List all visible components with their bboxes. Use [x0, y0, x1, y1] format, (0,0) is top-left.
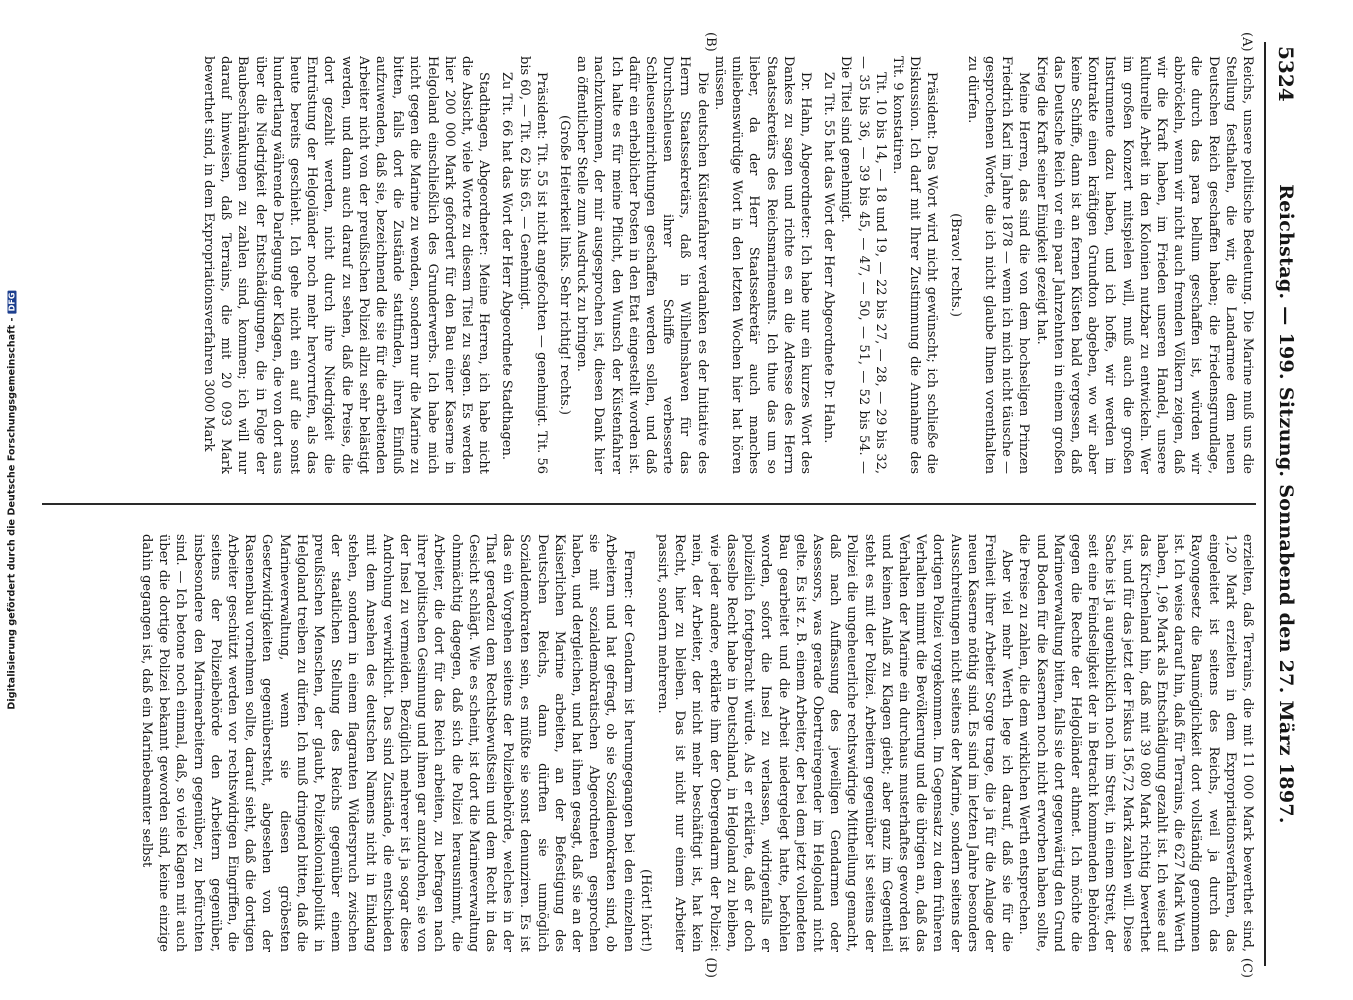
- interjection: (Bravo! rechts.): [947, 213, 963, 317]
- page-number: 5324: [1274, 46, 1298, 102]
- paragraph: Präsident: Tit. 55 ist nicht angefochten — genehmigt. Tit. 56 bis 60, — Tit. 62 bis 65. — Genehmigt.: [516, 56, 549, 474]
- paragraph: Reichs, unsere politische Bedeutung. Die Marine muß uns die Stellung festhalten, die wir, die Landarmee dem neuen Deutschen Reich geschaffen haben; die Friedensgrundlage, die durch das para bellum geschaffen ist, würden wir abbröckeln, wenn wir nicht auch fremden Völkern zeigen, daß wir die Kraft haben, im Frieden unseren Handel, unsere kulturelle Arbeit in den Kolonien nutzbar zu entwickeln. Wer im großen Konzert mitspielen will, muß auch die großen Instrumente dazu haben, und ich hoffe, wir werden im Kontrakte einen kräftigen Grundton abgeben, wo wir aber keine Schiffe, dann ist an fernen Küsten bald vergessen, daß das Deutsche Reich vor ein paar Jahrzehnten in einem großen Krieg die Kraft seiner Einigkeit gezeigt hat.: [1033, 56, 1255, 474]
- paragraph: Aber viel mehr Werth lege ich darauf, daß sie für die Freiheit ihrer Arbeiter Sorge trage, die ja für die Anlage der neuen Kaserne nöthig sind. Es sind im letzten Jahre besonders Ausschreitungen nicht seitens der Marine, sondern seitens der dortigen Polizei vorgekommen. Im Gegensatz zu dem früheren Verhalten nimmt die Bevölkerung und die übrigen an, daß das Verhalten der Marine ein durchaus musterhaftes geworden ist und keinen Anlaß zu Klagen giebt; aber ganz im Gegentheil steht es mit der Polizei. Arbeitern gegenüber ist seitens der Polizei die ungeheuerliche rechtswidrige Mittheilung gemacht, daß nach Auffassung des jeweiligen Gendarmen oder Assessors, was gerade Obertreiregender im Helgoland nicht gelte. Es ist z. B. einem Arbeiter, der bei dem jetzt vollendeten Bau gearbeitet und die Arbeit niedergelegt hatte, befohlen worden, sofort die Insel zu verlassen, widrigenfalls er polizeilich fortgebracht würde. Als er erklärte, daß er doch dasselbe Recht habe in Deutschland, in Helgoland zu bleiben, wie jeder andere, erklärte ihm der Obergendarm der Polizei: nein, der Arbeiter, der nicht mehr beschäftigt ist, hat kein Recht, hier zu bleiben. Das ist nicht nur einem Arbeiter passirt, sondern mehreren.: [655, 534, 1015, 952]
- right-text-column: [42, 534, 1256, 952]
- paragraph: Tit. 10 bis 14, — 18 und 19, — 22 bis 27, — 28, — 29 bis 32, — 35 bis 36, — 39 bis 45, — 47, — 50, — 51, — 52 bis 54. — Die Titel sind genehmigt.: [838, 56, 888, 474]
- column-divider: [42, 503, 1256, 505]
- digitization-credit: [7, 290, 18, 709]
- paragraph: Präsident: Das Wort wird nicht gewünscht; ich schließe die Diskussion. Ich darf mit Ihrer Zustimmung die Annahme des Tit. 9 konstatiren.: [889, 56, 940, 474]
- page-frame: [30, 32, 1300, 978]
- page-header: [1264, 42, 1300, 966]
- rotated-page: [30, 32, 1300, 978]
- credit-text: Digitalisierung gefördert durch die Deutsche Forschungsgemeinschaft -: [6, 317, 18, 710]
- paragraph: Zu Tit. 66 hat das Wort der Herr Abgeordnete Stadthagen.: [499, 72, 515, 460]
- digitization-credit-strip: [0, 0, 22, 1000]
- left-text-column: [42, 56, 1256, 474]
- paragraph: Dr. Hahn, Abgeordneter: Ich habe nur ein kurzes Wort des Dankes zu sagen und richte es an die Adresse des Herrn Staatssekretärs des Reichsmarineamts. Ich thue das um so lieber, da der Herr Staatssekretär auch manches unliebenswürdige Wort in den letzten Wochen hier hat hören müssen.: [711, 56, 813, 474]
- margin-marker-c: (C): [1239, 957, 1254, 978]
- paragraph: Stadthagen, Abgeordneter: Meine Herren, ich habe nicht die Absicht, viele Worte zu diesem Titel zu sagen. Es werden hier 200 000 Mark gefordert für den Bau einer Kaserne in Helgoland einschließlich des Grunderwerbs. Ich habe mich nicht gegen die Marine zu wenden, sondern nur die Marine zu bitten, falls dort die Zustände stattfinden, ihren Einfluß aufzuwenden, daß sie, bezeichnend die sie für die arbeitenden Arbeiter nicht von der preußischen Polizei allzu sehr belästigt werden, und dann auch darauf zu sehen, daß die Preise, die dort gezahlt werden, nicht durch ihre Niedrigkeit die Entrüstung der Helgoländer noch mehr hervorrufen, als das heute bereits geschieht. Ich gehe nicht ein auf die sonst hundertlang währende Darlegung der Klagen, die von dort aus über die Niedrigkeit der Entschädigungen, die in Folge der Baubeschränkungen zu zahlen sind, kommen; ich will nur darauf hinweisen, daß Terrains, die mit 20 093 Mark bewerthet sind, in dem Expropriationsverfahren 3000 Mark: [201, 56, 492, 474]
- paragraph: Ferner: der Gendarm ist herumgegangen bei den einzelnen Arbeitern und hat gefragt, ob sie Sozialdemokraten sind, ob sie mit sozialdemokratischen Abgeordneten gesprochen haben, und dergleichen, und hat ihnen gesagt, daß sie an der Kaiserlichen Marine arbeiten, an der Befestigung des Deutschen Reichs, dann dürften sie unmöglich Sozialdemokraten sein, es müßte sie sonst denunziren. Es ist das ein Vorgehen seitens der Polizeibehörde, welches in der That geradezu dem Rechtsbewußtsein und dem Recht in das Gesicht schlägt. Wie es scheint, ist dort die Marineverwaltung ohnmächtig dagegen, daß sich die Polizei herausnimmt, die Arbeiter, die dort für das Reich arbeiten, zu befragen nach ihrer politischen Gesinnung und ihnen gar anzudrohen, sie von der Insel zu vermeiden. Bezüglich mehrerer ist ja sogar diese Androhung verwirklicht. Das sind Zustände, die entschieden mit dem Ansehen des deutschen Namens nicht in Einklang stehen, sondern in einem flagranten Widerspruch zwischen der staatlichen Stellung des Reichs gegenüber einem preußischen Menschen, der glaubt, Polizeikolonialpolitik in Helgoland treiben zu dürfen. Ich muß dringend bitten, daß die Marineverwaltung, wenn sie diesen gröbesten Gesetzwidrigkeiten gegenübersteht, abgesehen von der Rasenenbau vornehmen sollte, darauf sieht, daß die dortigen Arbeiter geschützt werden vor rechtswidrigen Eingriffen, die seitens der Polizeibehörde den Arbeitern gegenüber, insbesondere den Marinearbeitern gegenüber, zu befürchten sind. — Ich betone noch einmal, daß, so viele Klagen mit auch über die dortige Polizei bekannt geworden sind, keine einzige dahin gegangen ist, daß ein Marinebeamter selbst: [139, 534, 636, 952]
- margin-marker-a: (A): [1239, 32, 1254, 52]
- running-title: Reichstag. — 199. Sitzung. Sonnabend den 27. März 1897.: [1275, 184, 1297, 824]
- margin-marker-d: (D): [703, 957, 718, 978]
- dfg-logo: DFG: [7, 292, 17, 312]
- paragraph: Meine Herren, das sind die von dem hochseligen Prinzen Friedrich Karl im Jahre 1878 — wenn ich mich nicht täusche — gesprochenen Worte, die ich nicht glaube Ihnen vorenthalten zu dürfen.: [964, 56, 1032, 474]
- interjection: (Hört! hört!): [637, 869, 653, 952]
- paragraph: erzielten, daß Terrains, die mit 11 000 Mark bewerthet sind, 1,20 Mark erzielten in dem Expropriationsverfahren, das eingeleitet ist seitens des Reichs, weil ja durch das Rayongesetz die Baumöglichkeit dort vollständig genommen ist. Ich weise darauf hin, daß für Terrains, die 627 Mark Werth haben, 1,96 Mark als Entschädigung gezahlt ist. Ich weise auf das Kirchenland hin, daß mit 39 080 Mark richtig bewerthet ist, und für das jetzt der Fiskus 156,72 Mark zahlen will. Diese Sache ist ja augenblicklich noch im Streit, in einem Streit, der seit eine Feindseligkeit der in Betracht kommenden Behörden gegen die Rechte der Helgoländer athmet. Ich möchte die Marineverwaltung bitten, falls sie dort gegenwärtig den Grund und Boden für die Kasernen noch nicht erworben haben sollte, die Preise zu zahlen, die dem wirklichen Werth entsprechen.: [1016, 534, 1255, 952]
- paragraph: Die deutschen Küstenfahrer verdanken es der Initiative des Herrn Staatssekretärs, daß in Wilhelmshaven für das Durchschleusen ihrer Schiffe verbesserte Schleuseneinrichtungen geschaffen werden sollen, und daß dafür ein erheblicher Posten in den Etat eingestellt worden ist. Ich halte es für meine Pflicht, den Wunsch der Küstenfahrer nachzukommen, der mir ausgesprochen ist, diesen Dank hier an öffentlicher Stelle zum Ausdruck zu bringen.: [574, 56, 710, 474]
- margin-marker-b: (B): [703, 32, 718, 52]
- paragraph: Zu Tit. 55 hat das Wort der Herr Abgeordnete Dr. Hahn.: [821, 72, 837, 444]
- interjection: (Große Heiterkeit links. Sehr richtig! rechts.): [557, 115, 573, 415]
